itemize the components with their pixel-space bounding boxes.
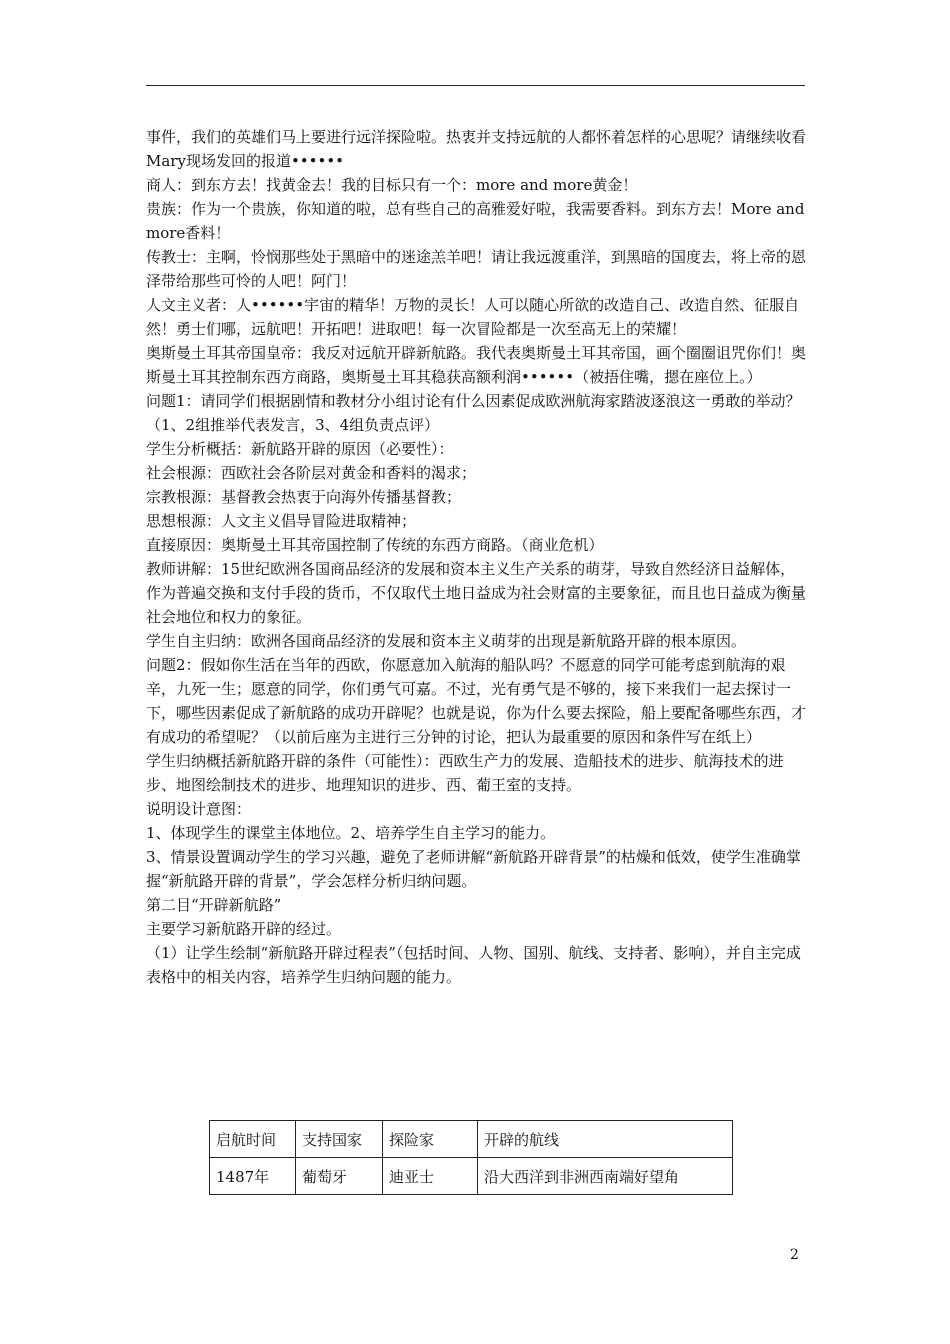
table-header-cell: 启航时间 bbox=[210, 1121, 296, 1158]
paragraph: 1、体现学生的课堂主体地位。2、培养学生自主学习的能力。 bbox=[146, 824, 556, 842]
table-cell: 沿大西洋到非洲西南端好望角 bbox=[478, 1158, 733, 1195]
paragraph: 问题1：请同学们根据剧情和教材分小组讨论有什么因素促成欧洲航海家踏波逐浪这一勇敢的举动？ bbox=[146, 392, 801, 410]
paragraph: 思想根源：人文主义倡导冒险进取精神； bbox=[146, 512, 417, 530]
table-header-cell: 支持国家 bbox=[296, 1121, 383, 1158]
page-number: 2 bbox=[790, 1247, 799, 1263]
paragraph: 第二目“开辟新航路” bbox=[146, 896, 282, 914]
paragraph: （1、2组推举代表发言，3、4组负责点评） bbox=[146, 416, 440, 434]
paragraph: 学生自主归纳：欧洲各国商品经济的发展和资本主义萌芽的出现是新航路开辟的根本原因。 bbox=[146, 632, 747, 650]
table-cell: 迪亚士 bbox=[383, 1158, 478, 1195]
header-rule bbox=[146, 85, 805, 86]
paragraph: 学生分析概括：新航路开辟的原因（必要性）： bbox=[146, 440, 454, 458]
paragraph: 教师讲解：15世纪欧洲各国商品经济的发展和资本主义生产关系的萌芽，导致自然经济日益解体，作为普遍交换和支付手段的货币，不仅取代土地日益成为社会财富的主要象征，而且也日益成为衡量社会地位和权力的象征。 bbox=[146, 560, 807, 626]
paragraph: 学生归纳概括新航路开辟的条件（可能性）：西欧生产力的发展、造船技术的进步、航海技术的进步、地图绘制技术的进步、地理知识的进步、西、葡王室的支持。 bbox=[146, 752, 784, 794]
voyage-table bbox=[209, 1120, 733, 1195]
paragraph: （1）让学生绘制“新航路开辟过程表”（包括时间、人物、国别、航线、支持者、影响），并自主完成表格中的相关内容，培养学生归纳问题的能力。 bbox=[146, 944, 801, 986]
paragraph: 说明设计意图： bbox=[146, 800, 252, 818]
paragraph: 直接原因：奥斯曼土耳其帝国控制了传统的东西方商路。（商业危机） bbox=[146, 536, 604, 554]
table-header-cell: 开辟的航线 bbox=[478, 1121, 733, 1158]
paragraph: 人文主义者：人••••••宇宙的精华！万物的灵长！人可以随心所欲的改造自己、改造自然、征服自然！勇士们哪，远航吧！开拓吧！进取吧！每一次冒险都是一次至高无上的荣耀！ bbox=[146, 296, 800, 338]
paragraph: 社会根源：西欧社会各阶层对黄金和香料的渴求； bbox=[146, 464, 477, 482]
paragraph: 问题2：假如你生活在当年的西欧，你愿意加入航海的船队吗？不愿意的同学可能考虑到航海的艰辛，九死一生；愿意的同学，你们勇气可嘉。不过，光有勇气是不够的，接下来我们一起去探讨一下，哪些因素促成了新航路的成功开辟呢？也就是说，你为什么要去探险，船上要配备哪些东西，才有成功的希望呢？（以前后座为主进行三分钟的讨论，把认为最重要的原因和条件写在纸上） bbox=[146, 656, 807, 746]
table-header-cell: 探险家 bbox=[383, 1121, 478, 1158]
paragraph: 商人：到东方去！找黄金去！我的目标只有一个：more and more黄金！ bbox=[146, 176, 638, 194]
paragraph: 奥斯曼土耳其帝国皇帝：我反对远航开辟新航路。我代表奥斯曼土耳其帝国，画个圈圈诅咒你们！奥斯曼土耳其控制东西方商路，奥斯曼土耳其稳获高额利润••••••（被捂住嘴，摁在座位上。） bbox=[146, 344, 807, 386]
paragraph: 贵族：作为一个贵族，你知道的啦，总有些自己的高雅爱好啦，我需要香料。到东方去！More and more香料！ bbox=[146, 200, 805, 242]
paragraph: 宗教根源：基督教会热衷于向海外传播基督教； bbox=[146, 488, 462, 506]
document-body bbox=[146, 125, 810, 989]
paragraph: 3、情景设置调动学生的学习兴趣，避免了老师讲解“新航路开辟背景”的枯燥和低效，使学生准确掌握“新航路开辟的背景”，学会怎样分析归纳问题。 bbox=[146, 848, 801, 890]
table-cell: 葡萄牙 bbox=[296, 1158, 383, 1195]
paragraph: 传教士：主啊，怜悯那些处于黑暗中的迷途羔羊吧！请让我远渡重洋，到黑暗的国度去，将上帝的恩泽带给那些可怜的人吧！阿门！ bbox=[146, 248, 807, 290]
table-header-row bbox=[210, 1121, 733, 1158]
table-row bbox=[210, 1158, 733, 1195]
paragraph: 主要学习新航路开辟的经过。 bbox=[146, 920, 342, 938]
table-cell: 1487年 bbox=[210, 1158, 296, 1195]
paragraph: 事件，我们的英雄们马上要进行远洋探险啦。热衷并支持远航的人都怀着怎样的心思呢？请继续收看Mary现场发回的报道•••••• bbox=[146, 128, 807, 170]
